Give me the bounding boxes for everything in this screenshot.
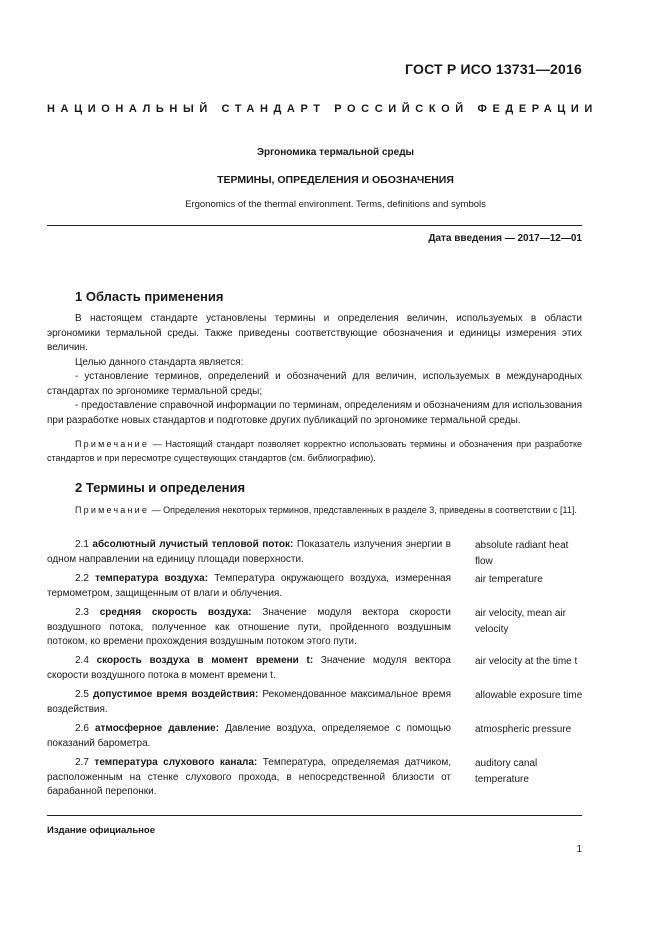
document-title-en: Ergonomics of the thermal environment. Terms, definitions and symbols <box>185 199 486 210</box>
term-definition-ru <box>47 572 451 601</box>
term-english: absolute radiant heat flow <box>475 540 569 567</box>
term-definition: Значение модуля вектора скорости воздушного потока в момент времени t. <box>47 655 451 681</box>
page-number: 1 <box>576 844 582 855</box>
term-definition: Температура, определяемая датчиком, расположенным на стенке слухового прохода, в непосредственной близости от барабанной перепонки. <box>47 757 451 797</box>
purpose-bullet-2: - предоставление справочной информации по терминам, определениям и обозначениям для использования при разработке новых стандартов и подготовке других публикаций по эргономике термальной среды. <box>47 400 583 426</box>
term-english: air velocity, mean air velocity <box>475 608 566 635</box>
term-english: allowable exposure time <box>475 690 583 701</box>
footer-divider <box>47 815 582 816</box>
term-name: температура воздуха: <box>95 573 209 584</box>
purpose-paragraph: Целью данного стандарта является: <box>75 356 244 368</box>
term-number: 2.3 <box>75 607 100 618</box>
term-name: абсолютный лучистый тепловой поток: <box>92 539 294 550</box>
term-number: 2.1 <box>75 539 93 550</box>
term-name: допустимое время воздействия: <box>92 689 259 700</box>
purpose-bullet-1: - установление терминов, определений и обозначений для величин, используемых в международных стандартах по эргономике термальной среды; <box>47 371 582 397</box>
term-number: 2.5 <box>75 689 93 700</box>
subject-title-ru: Эргономика термальной среды <box>256 147 415 158</box>
term-definition-ru <box>47 688 451 717</box>
document-title-ru: ТЕРМИНЫ, ОПРЕДЕЛЕНИЯ И ОБОЗНАЧЕНИЯ <box>217 174 454 186</box>
national-standard-banner: НАЦИОНАЛЬНЫЙ СТАНДАРТ РОССИЙСКОЙ ФЕДЕРАЦИИ <box>47 103 598 115</box>
standard-code: ГОСТ Р ИСО 13731—2016 <box>405 61 582 77</box>
term-definition-ru <box>47 538 451 567</box>
header-divider <box>47 225 582 226</box>
note-text: — Настоящий стандарт позволяет корректно использовать термины и обозначения при разработке стандартов и при пересмотре существующих стандартов (см. библиографию). <box>47 439 582 463</box>
term-name: средняя скорость воздуха: <box>99 607 252 618</box>
term-definition: Рекомендованное максимальное время воздействия. <box>47 689 451 715</box>
term-english: air temperature <box>475 574 543 585</box>
note-label: Примечание <box>75 505 150 515</box>
term-definition-ru <box>47 756 451 800</box>
term-name: скорость воздуха в момент времени t: <box>96 655 314 666</box>
term-english: auditory canal temperature <box>475 758 538 785</box>
section-2-note <box>47 503 582 517</box>
section-1-note <box>47 437 582 465</box>
note-label: Примечание <box>75 439 150 449</box>
term-english: atmospheric pressure <box>475 724 572 735</box>
term-definition: Давление воздуха, определяемое с помощью показаний барометра. <box>47 723 452 749</box>
term-definition-ru <box>47 654 451 683</box>
term-definition: Значение модуля вектора скорости воздушного потока, полученное как отношение пути, пройденного воздушным потоком, ко времени прохождения воздушным потоком этого пути. <box>47 607 451 647</box>
term-english: air velocity at the time t <box>475 656 578 667</box>
term-definition-ru <box>47 722 451 751</box>
term-number: 2.2 <box>75 573 96 584</box>
term-name: атмосферное давление: <box>94 723 220 734</box>
term-number: 2.7 <box>75 757 95 768</box>
term-definition: Температура окружающего воздуха, измеренная термометром, защищенным от влаги и облучения. <box>47 573 451 599</box>
scope-paragraph: В настоящем стандарте установлены термины и определения величин, используемых в области эргономики термальной среды. Также приведены соответствующие обозначения и единицы измерения этих величин. <box>47 313 582 353</box>
section-1-body <box>47 312 582 428</box>
term-name: температура слухового канала: <box>94 757 258 768</box>
section-2-heading: 2 Термины и определения <box>75 480 246 495</box>
section-1-heading: 1 Область применения <box>75 289 224 304</box>
term-number: 2.6 <box>75 723 95 734</box>
term-definition: Показатель излучения энергии в одном направлении на единицу площади поверхности. <box>47 539 451 565</box>
introduction-date: Дата введения — 2017—12—01 <box>428 233 582 244</box>
edition-label: Издание официальное <box>47 825 155 836</box>
term-definition-ru <box>47 606 451 650</box>
term-number: 2.4 <box>75 655 97 666</box>
note-text: — Определения некоторых терминов, представленных в разделе 3, приведены в соответствии с [11]. <box>149 505 577 515</box>
